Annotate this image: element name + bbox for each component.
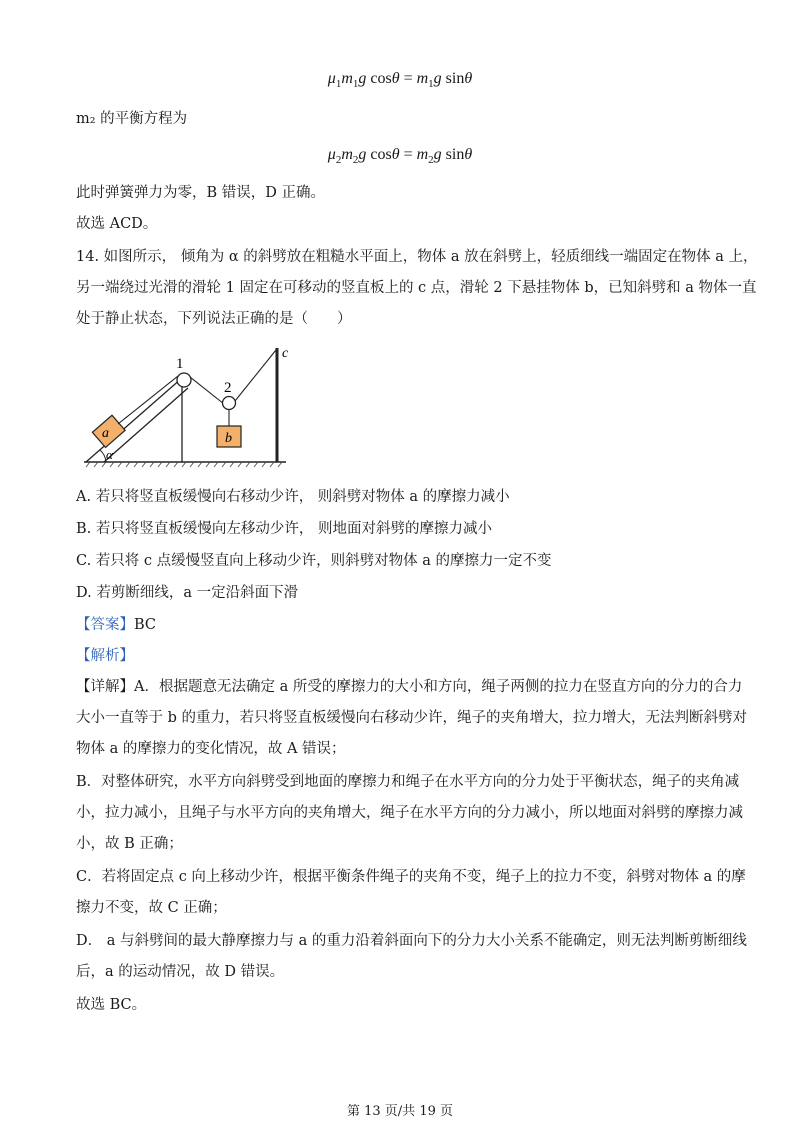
detail-line-10: 后，a 的运动情况，故 D 错误。 xyxy=(76,964,285,980)
detail-line-7: C．若将固定点 c 向上移动少许，根据平衡条件绳子的夹角不变，绳子上的拉力不变，斜劈对物体 a 的摩 xyxy=(76,869,746,885)
question-14-line-2: 另一端绕过光滑的滑轮 1 固定在可移动的竖直板上的 c 点，滑轮 2 下悬挂物体 b，已知斜劈和 a 物体一直 xyxy=(76,280,757,296)
detail-line-4: B．对整体研究，水平方向斜劈受到地面的摩擦力和绳子在水平方向的分力处于平衡状态，绳子的夹角减 xyxy=(76,774,740,790)
pulley-1-label: 1 xyxy=(176,356,184,372)
analysis-tag: 【解析】 xyxy=(76,648,134,664)
block-b-label: b xyxy=(225,431,232,446)
analysis-line xyxy=(76,645,134,667)
question-14-line-3: 处于静止状态，下列说法正确的是（ ） xyxy=(76,311,352,327)
rope-pulley-2-to-c xyxy=(235,350,276,401)
equation-1: $\mu_1m_1g$ $\cos\theta = m_1g$ sinθ xyxy=(327,70,473,91)
choose-bc: 故选 BC。 xyxy=(76,997,147,1013)
answer-line xyxy=(76,614,156,636)
detail-line-9: D． a 与斜劈间的最大静摩擦力与 a 的重力沿着斜面向下的分力大小关系不能确定，则无法判断剪断细线 xyxy=(76,933,747,949)
spring-text: 此时弹簧弹力为零，B 错误，D 正确。 xyxy=(76,185,325,201)
answer-tag: 【答案】 xyxy=(76,617,134,633)
pulley-2-label: 2 xyxy=(224,380,232,396)
equation-2: $\mu_2m_2g$ $\cos\theta = m_2g$ sinθ xyxy=(327,146,473,167)
detail-line-8: 擦力不变，故 C 正确； xyxy=(76,900,227,916)
option-d: D. 若剪断细线，a 一定沿斜面下滑 xyxy=(76,585,299,601)
detail-line-3: 物体 a 的摩擦力的变化情况，故 A 错误； xyxy=(76,741,346,757)
point-c-label: c xyxy=(282,346,289,361)
choose-acd: 故选 ACD。 xyxy=(76,216,158,232)
detail-line-1: 【详解】A．根据题意无法确定 a 所受的摩擦力的大小和方向，绳子两侧的拉力在竖直方向的分力的合力 xyxy=(76,679,743,695)
physics-figure xyxy=(76,340,296,470)
alpha-label: α xyxy=(106,447,113,462)
pulley-2 xyxy=(223,397,236,410)
rope-a-to-pulley-1 xyxy=(118,376,178,424)
m2-text: m₂ 的平衡方程为 xyxy=(76,111,188,127)
rope-pulley-1-to-2 xyxy=(190,377,224,404)
block-a-label: a xyxy=(102,426,109,441)
option-a: A. 若只将竖直板缓慢向右移动少许， 则斜劈对物体 a 的摩擦力减小 xyxy=(76,489,510,505)
detail-line-5: 小，拉力减小，且绳子与水平方向的夹角增大，绳子在水平方向的分力减小，所以地面对斜劈的摩擦力减 xyxy=(76,805,743,821)
option-b: B. 若只将竖直板缓慢向左移动少许， 则地面对斜劈的摩擦力减小 xyxy=(76,521,492,537)
option-c: C. 若只将 c 点缓慢竖直向上移动少许，则斜劈对物体 a 的摩擦力一定不变 xyxy=(76,553,552,569)
question-14-line-1: 14. 如图所示， 倾角为 α 的斜劈放在粗糙水平面上，物体 a 放在斜劈上，轻质细线一端固定在物体 a 上， xyxy=(76,249,758,265)
incline-lower-line xyxy=(86,378,182,462)
answer-value: BC xyxy=(134,617,157,633)
detail-line-6: 小，故 B 正确； xyxy=(76,836,183,852)
detail-line-2: 大小一直等于 b 的重力，若只将竖直板缓慢向右移动少许，绳子的夹角增大，拉力增大，无法判断斜劈对 xyxy=(76,710,747,726)
pulley-1 xyxy=(177,373,191,387)
page-footer: 第 13 页/共 19 页 xyxy=(347,1104,453,1119)
